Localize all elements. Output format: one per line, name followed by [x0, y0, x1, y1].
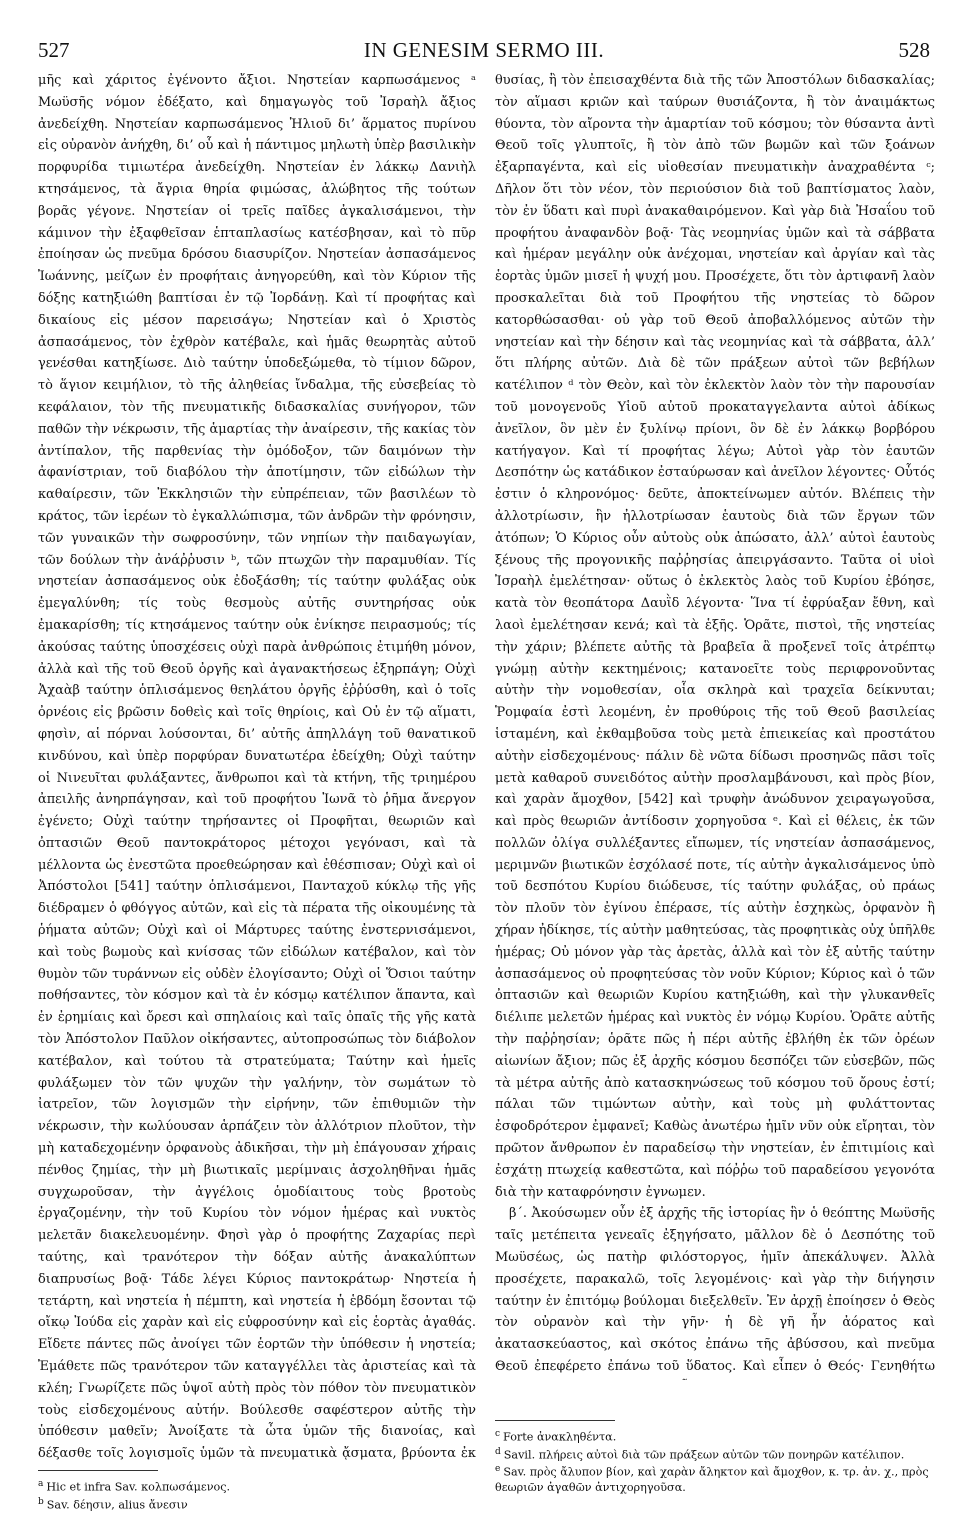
footnote-rule	[495, 1420, 615, 1421]
footnote-mark: c	[495, 1429, 501, 1439]
footnote-text: Hic et infra Sav. κολπωσάμενος.	[46, 1480, 231, 1494]
right-paragraph: θυσίας, ἢ τὸν ἐπεισαχθέντα διὰ τῆς τῶν Ἀποστόλων διδασκαλίας; τὸν αἵμασι κριῶν καὶ ταύρων θυσιάζοντα, ἢ τὸν ἀναιμάκτως θύοντα, τὸν αἴροντα τὴν ἁμαρτίαν τοῦ κόσμου; τὸν θύσαντα ἀντὶ Θεοῦ τοῖς γλυπτοῖς, ἢ τὸν ἀπὸ τῶν βωμῶν καὶ τῶν ξοάνων ἐξαρπαγέντα, καὶ εἰς υἱοθεσίαν πνευματικὴν ἀναχραθέντα ᶜ; Δῆλον ὅτι τὸν νέον, τὸν περιούσιον διὰ τοῦ βαπτίσματος λαὸν, τὸν ἐν ὕδατι καὶ πυρὶ ἀνακαθαιρόμενον. Καὶ γὰρ διὰ Ἠσαΐου τοῦ προφήτου ἀναφανδὸν βοᾷ· Τὰς νεομηνίας ὑμῶν καὶ τὰ σάββατα καὶ ἡμέραν μεγάλην οὐκ ἀνέχομαι, νηστείαν καὶ ἀργίαν καὶ τὰς ἑορτὰς ὑμῶν μισεῖ ἡ ψυχή μου. Προσέχετε, ὅτι τὸν ἀρτιφανῆ λαὸν προσκαλεῖται διὰ τοῦ Προφήτου τῆς νηστείας τὸ δῶρον κατορθώσασθαι· οὐ γὰρ τοῦ Θεοῦ ἀποβαλλόμενος αὐτῶν τὴν νηστείαν καὶ τὴν δέησιν καὶ τὰς νεομηνίας καὶ τὰ σάββατα, ἀλλ’ ὅτι πλήρης αὐτῶν. Διὰ δὲ τῶν πράξεων αὐτοὶ τῶν βεβήλων κατέλιπον ᵈ τὸν Θεὸν, καὶ τὸν ἐκλεκτὸν λαὸν τὸν τὴν παρουσίαν τοῦ μονογενοῦς Υἱοῦ αὐτοῦ προκαταγγελαντα αὐτοὶ ἀδίκως ἀνεῖλον, ὃν μὲν ἐν ξυλίνῳ πρίονι, ὃν δὲ ἐν λάκκῳ βορβόρου κατήγαγον. Καὶ τί προφήτας λέγω; Αὐτοὶ γὰρ τὸν ἑαυτῶν Δεσπότην ὡς κατάδικον ἐσταύρωσαν καὶ ἀνεῖλον λέγοντες· Οὗτός ἐστιν ὁ κληρονόμος· δεῦτε, ἀποκτείνωμεν αὐτόν. Βλέπεις τὴν ἀλλοτρίωσιν, ἣν ἠλλοτρίωσαν ἑαυτοὺς διὰ τῶν ἔργων τῶν ἀτόπων; Ὁ Κύριος οὖν αὐτοὺς οὐκ ἀπώσατο, ἀλλ’ αὐτοὶ ἑαυτοὺς ξένους τῆς προγονικῆς παῤῥησίας ἀπειργάσαντο. Ταῦτα οἱ υἱοὶ Ἰσραὴλ ἐμελέτησαν· οὕτως ὁ ἐκλεκτὸς λαὸς τοῦ Κυρίου ἐβόησε, κατὰ τὸν θεοπάτορα Δαυῒδ λέγοντα· Ἵνα τί ἐφρύαξαν ἔθνη, καὶ λαοὶ ἐμελέτησαν κενά; καὶ τὰ ἑξῆς. Ὁρᾶτε, πιστοὶ, τῆς νηστείας τὴν χάριν; βλέπετε αὐτῆς τὰ βραβεῖα ἃ προξενεῖ τοῖς ἀτρέπτῳ γνώμῃ αὐτὴν κεκτημένοις; κατανοεῖτε τοὺς περιφρονοῦντας αὐτὴν τὴν νομοθεσίαν, οἷα σκληρὰ καὶ τραχεῖα δείκνυται; Ῥομφαία ἐστὶ λεομένη, ἐν προθύροις τῆς τοῦ Θεοῦ βασιλείας ἱσταμένη, καὶ ἐκθαμβοῦσα τοὺς μετὰ ἐπιεικείας καὶ προστάτου αὐτὴν εἰσδεχομένους· πάλιν δὲ νῶτα δίδωσι προσηνῶς πᾶσι τοῖς μετὰ καθαροῦ συνειδότος αὐτὴν προσλαμβάνουσι, καὶ πρὸς βίον, καὶ χαρὰν ἄμοχθον, [542] καὶ τρυφὴν ἀνώδυνον χειραγωγοῦσα, καὶ πρὸς θεωριῶν ἀντίδοσιν χορηγοῦσα ᵉ. Καὶ εἰ θέλεις, ἐκ τῶν πολλῶν ὀλίγα συλλέξαντες εἴπωμεν, τίς νηστείαν ἀσπασάμενος, μεριμνῶν βιωτικῶν ἐσχόλασέ ποτε, τίς αὐτὴν ἀγκαλισάμενος ὑπὸ τοῦ δεσπότου Κυρίου διώδευσε, τίς ταύτην φυλάξας, οὐ πράως τὸν πλοῦν τὸν ἐγίνου ἐπέρασε, τίς αὐτὴν ἐσχηκὼς, ὀρφανὸν ἢ χήραν ἠδίκησε, τίς αὐτὴν μαθητεύσας, τὰς προφητικὰς οὐχ ὑπῆλθε ἡμέρας; Οὐ μόνον γὰρ τὰς ἀρετὰς, ἀλλὰ καὶ τὸν ἐξ αὐτῆς ταύτην ἀσπασάμενος οὐ προφητεύσας τὸν νοῦν Κύριον; Κύριος καὶ ὁ τῶν ὀπτασιῶν καὶ θεωριῶν Κυρίου κατηξιώθη, καὶ τὴν γλυκανθεῖς διέλιπε μελετῶν ἡμέρας καὶ νυκτὸς ἐν νόμῳ Κυρίου. Ὁρᾶτε αὐτῆς τὴν παῤῥησίαν; ὁρᾶτε πῶς ἡ πέρι αὐτῆς ἐβλήθη ἐκ τῶν ὀρέων αἰωνίων ἄξιον; πῶς ἐξ ἀρχῆς κόσμου δεσπόζει τῶν εὐσεβῶν, πῶς τὰ μέτρα αὐτῆς ἀπὸ κατασκηνώσεως τοῦ κόσμου τοῦ ὄρους ἐστί; πάλαι τῶν τιμώντων αὐτὴν, καὶ τοὺς μὴ φυλάττοντας ἐσφοδρότερον ἐμφανεῖ; Καθὼς ἀνωτέρω ἡμῖν νῦν οὐκ εἴρηται, τὸν πρῶτον ἄνθρωπον ἐν παραδείσῳ τὴν νηστείαν, ἐν ἐπιτιμίοις καὶ ἐσχάτῃ πτωχείᾳ καθεστῶτα, καὶ πόῤῥω τοῦ παραδείσου γεγονότα διὰ τὴν καταφρόνησιν ἐγνωμεν.	[495, 73, 935, 1200]
page-header	[38, 38, 930, 64]
footnote	[38, 1477, 476, 1495]
right-paragraph-section-2: β΄. Ἀκούσωμεν οὖν ἐξ ἀρχῆς τῆς ἱστορίας ἣν ὁ θεόπτης Μωϋσῆς ταῖς μετέπειτα γενεαῖς ἐξηγήσατο, μᾶλλον δὲ ὁ Δεσπότης τοῦ Μωϋσέως, ὡς πατὴρ φιλόστοργος, ἡμῖν ἀπεκάλυψεν. Ἀλλὰ προσέχετε, παρακαλῶ, τοῖς λεγομένοις· καὶ γὰρ τὴν διήγησιν ταύτην ἐν ἐπιτόμῳ βούλομαι διεξελθεῖν. Ἐν ἀρχῇ ἐποίησεν ὁ Θεὸς τὸν οὐρανὸν καὶ τὴν γῆν· ἡ δὲ γῆ ἦν ἀόρατος καὶ ἀκατασκεύαστος, καὶ σκότος ἐπάνω τῆς ἀβύσσου, καὶ πνεῦμα Θεοῦ ἐπεφέρετο ἐπάνω τοῦ ὕδατος. Καὶ εἶπεν ὁ Θεός· Γενηθήτω	[495, 1206, 935, 1375]
footnote	[38, 1495, 476, 1513]
page-number-right: 528	[898, 38, 930, 62]
footnotes-right	[495, 1420, 935, 1495]
footnote	[495, 1445, 935, 1463]
footnote-mark: d	[495, 1446, 501, 1457]
left-column	[38, 70, 476, 1465]
footnote-text: Forte ἀνακληθέντα.	[503, 1430, 617, 1444]
running-title: IN GENESIM SERMO III.	[363, 38, 605, 62]
right-column	[495, 70, 935, 1380]
footnotes-left	[38, 1470, 476, 1512]
footnote-text: Savil. πλήρεις αὐτοὶ διὰ τῶν πράξεων αὐτῶν τῶν πονηρῶν κατέλιπον.	[503, 1448, 905, 1462]
page-number-left: 527	[38, 38, 70, 62]
footnote-mark: e	[495, 1464, 501, 1475]
footnote	[495, 1462, 935, 1495]
footnote-text: Sav. δέησιν, alius ἄνεσιν	[46, 1498, 188, 1512]
footnote-mark: b	[38, 1496, 44, 1507]
left-paragraph: μῆς καὶ χάριτος ἐγένοντο ἄξιοι. Νηστείαν καρπωσάμενος ᵃ Μωϋσῆς νόμον ἐδέξατο, καὶ δημαγωγὸς τοῦ Ἰσραὴλ ἄξιος ἀνεδείχθη. Νηστείαν καρπωσάμενος Ἠλιοῦ δι’ ἅρματος πυρίνου εἰς οὐρανὸν ἀνήχθη, δι’ οὗ καὶ ἡ πάντιμος μηλωτὴ ὑπὲρ βασιλικὴν πορφυρίδα τιμιωτέρα ἀνεδείχθη. Νηστείαν ἐν λάκκῳ Δανιὴλ κτησάμενος, τὰ ἄγρια θηρία φιμώσας, ἀλώβητος τῆς τούτων βορᾶς γέγονε. Νηστείαν οἱ τρεῖς παῖδες ἀγκαλισάμενοι, τὴν κάμινον τὴν ἐξαφθεῖσαν ἑπταπλασίως κατέσβησαν, καὶ τὸ πῦρ ἐποίησαν ὡς πνεῦμα δρόσου διασυρίζον. Νηστείαν ἀσπασάμενος Ἰωάννης, μείζων ἐν προφήταις ἀνηγορεύθη, καὶ τὸν Κύριον τῆς δόξης κατηξιώθη βαπτίσαι ἐν τῷ Ἰορδάνῃ. Καὶ τί προφήτας καὶ δικαίους εἰς μέσον παρεισάγω; Νηστείαν καὶ ὁ Χριστὸς ἀσπασάμενος, τὸν ἐχθρὸν κατέβαλε, καὶ ἡμᾶς θεωρητὰς αὐτοῦ γενέσθαι κατηξίωσε. Διὸ ταύτην ὑποδεξώμεθα, τὸ τίμιον δῶρον, τὸ ἅγιον κειμήλιον, τὸ τῆς ἀληθείας ἴνδαλμα, τῆς εὐσεβείας τὸ κεφάλαιον, τὸν τῆς πνευματικῆς διδασκαλίας συνήγορον, τῶν παθῶν τὴν νέκρωσιν, τῆς ἁμαρτίας τὴν ἀναίρεσιν, τῆς κακίας τὸν ἀντίπαλον, τῆς παρθενίας τὴν ὁμόδοξον, τῶν δαιμόνων τὴν ἀφανίστριαν, τοῦ διαβόλου τὴν ἀποτίμησιν, τῶν εἰδώλων τὴν καθαίρεσιν, τῶν Ἐκκλησιῶν τὴν εὐπρέπειαν, τῶν βασιλέων τὸ κράτος, τῶν ἱερέων τὸ ἐγκαλλώπισμα, τῶν ἀνδρῶν τὴν φρόνησιν, τῶν γυναικῶν τὴν σωφροσύνην, τῶν νηπίων τὴν παιδαγωγίαν, τῶν δούλων τὴν ἀνάῤῥυσιν ᵇ, τῶν πτωχῶν τὴν παραμυθίαν. Τίς νηστείαν ἀσπασάμενος οὐκ ἐδοξάσθη; τίς ταύτην φυλάξας οὐκ ἐμεγαλύνθη; τίς τοὺς θεσμοὺς αὐτῆς συντηρήσας οὐκ ἐμακαρίσθη; τίς κτησάμενος ταύτην οὐκ ἐνίκησε πειρασμούς; τίς ἀκούσας ταύτης ὑποσχέσεις οὐχὶ παρὰ ἀνθρώποις ἐτιμήθη μόνον, ἀλλὰ καὶ τῆς τοῦ Θεοῦ ὀργῆς καὶ ἀγανακτήσεως ἐξηρπάγη; Οὐχὶ Ἀχαὰβ ταύτην ὁπλισάμενος θεηλάτου ὀργῆς ἐῤῥύσθη, καὶ ὁ τοῖς ὀρνέοις εἰς βρῶσιν δοθεὶς καὶ τοῖς θηρίοις, καὶ Οὐ ἐν τῷ αἵματι, φησὶν, αἱ πόρναι λούσονται, δι’ αὐτῆς ἀπηλλάγη τοῦ θανατικοῦ κινδύνου, καὶ ὑπὲρ πορφύραν δυνατωτέρα ἐδείχθη; Οὐχὶ ταύτην οἱ Νινευῖται φυλάξαντες, ἄνθρωποι καὶ τὰ κτήνη, τῆς τριημέρου ἀπειλῆς ἀνηρπάγησαν, καὶ τοῦ προφήτου Ἰωνᾶ τὸ ῥῆμα ἄνεργον ἐγένετο; Οὐχὶ ταύτην τηρήσαντες οἱ Προφῆται, θεωριῶν καὶ ὀπτασιῶν Θεοῦ παντοκράτορος μέτοχοι γεγόνασι, καὶ τὰ μέλλοντα ὡς ἐνεστῶτα προεθεώρησαν καὶ ἐθέσπισαν; Οὐχὶ καὶ οἱ Ἀπόστολοι [541] ταύτην ὁπλισάμενοι, Πανταχοῦ κύκλῳ τῆς γῆς διέδραμεν ὁ φθόγγος αὐτῶν, καὶ εἰς τὰ πέρατα τῆς οἰκουμένης τὰ ῥήματα αὐτῶν; Οὐχὶ καὶ οἱ Μάρτυρες ταύτης ἐνστερνισάμενοι, καὶ τοὺς βωμοὺς καὶ κνίσσας τῶν εἰδώλων κατέβαλον, καὶ τὸν θυμὸν τῶν τυράννων εἰς οὐδὲν ἐλογίσαντο; Οὐχὶ οἱ Ὅσιοι ταύτην ποθήσαντες, τὸν κόσμον καὶ τὰ ἐν κόσμῳ κατέλιπον ἅπαντα, καὶ ἐν ἐρημίαις καὶ ὄρεσι καὶ σπηλαίοις καὶ ταῖς ὀπαῖς τῆς γῆς κατὰ τὸν Ἀπόστολον Παῦλον οἰκήσαντες, αὐτοπροσώπως τὸν διάβολον κατέβαλον, καὶ τούτου τὰ στρατεύματα; Ταύτην καὶ ἡμεῖς φυλάξωμεν τὸν τῶν ψυχῶν τὴν γαλήνην, τὸν σωμάτων τὸ ἰατρεῖον, τῶν λογισμῶν τὴν εἰρήνην, τῶν ἐπιθυμιῶν τὴν νέκρωσιν, τὴν κωλύουσαν ἁρπάζειν τὸν ἀλλότριον πλοῦτον, τὴν μὴ καταδεχομένην ὀρφανοὺς ἀδικῆσαι, τὴν μὴ ἐπάγουσαν χήραις πένθος ζημίας, τὴν μὴ βιωτικαῖς μερίμναις ἀσχοληθῆναι ἡμᾶς συγχωροῦσαν, τὴν ἀγγέλοις ὁμοδίαιτους τοὺς βροτοὺς ἐργαζομένην, τὴν τοῦ Κυρίου τὸν νόμον ἡμέρας καὶ νυκτὸς μελετᾶν διακελευομένην. Φησὶ γὰρ ὁ προφήτης Ζαχαρίας περὶ ταύτης, καὶ τρανότερον τὴν δόξαν αὐτῆς ἀνακαλύπτων διαπρυσίως βοᾷ· Τάδε λέγει Κύριος παντοκράτωρ· Νηστεία ἡ τετάρτη, καὶ νηστεία ἡ πέμπτη, καὶ νηστεία ἡ ἑβδόμη ἔσονται τῷ οἴκῳ Ἰούδα εἰς χαρὰν καὶ εἰς εὐφροσύνην καὶ εἰς ἑορτὰς ἀγαθάς. Εἴδετε πάντες πῶς ἀνοίγει τῶν ἑορτῶν τὴν ὑπόθεσιν ἡ νηστεία; Ἐμάθετε πῶς τρανότερον τῶν καταγγέλλει τὰς ἀριστείας καὶ τὰ κλέη; Γνωρίζετε πῶς ὑψοῖ αὐτὴ πρὸς τὸν πόθον τὸν πνευματικὸν τοὺς εἰσδεχομένους αὐτήν. Βούλεσθε σαφέστερον αὐτῆς τὴν ὑπόθεσιν μαθεῖν; Ἀνοίξατε τὰ ὦτα ὑμῶν τῆς διανοίας, καὶ δέξασθε τοῖς λογισμοῖς ὑμῶν τὰ πνευματικὰ ᾄσματα, βρύοντα ἐκ	[38, 73, 476, 1462]
footnote-rule	[38, 1470, 158, 1471]
footnote-mark: a	[38, 1479, 44, 1489]
footnote	[495, 1427, 935, 1445]
footnote-text: Sav. πρὸς ἄλυπον βίον, καὶ χαρὰν ἄληκτον καὶ ἄμοχθον, κ. τρ. ἀν. χ., πρὸς θεωριῶν ἀγαθῶν ἀντιχορηγοῦσα.	[495, 1466, 929, 1495]
